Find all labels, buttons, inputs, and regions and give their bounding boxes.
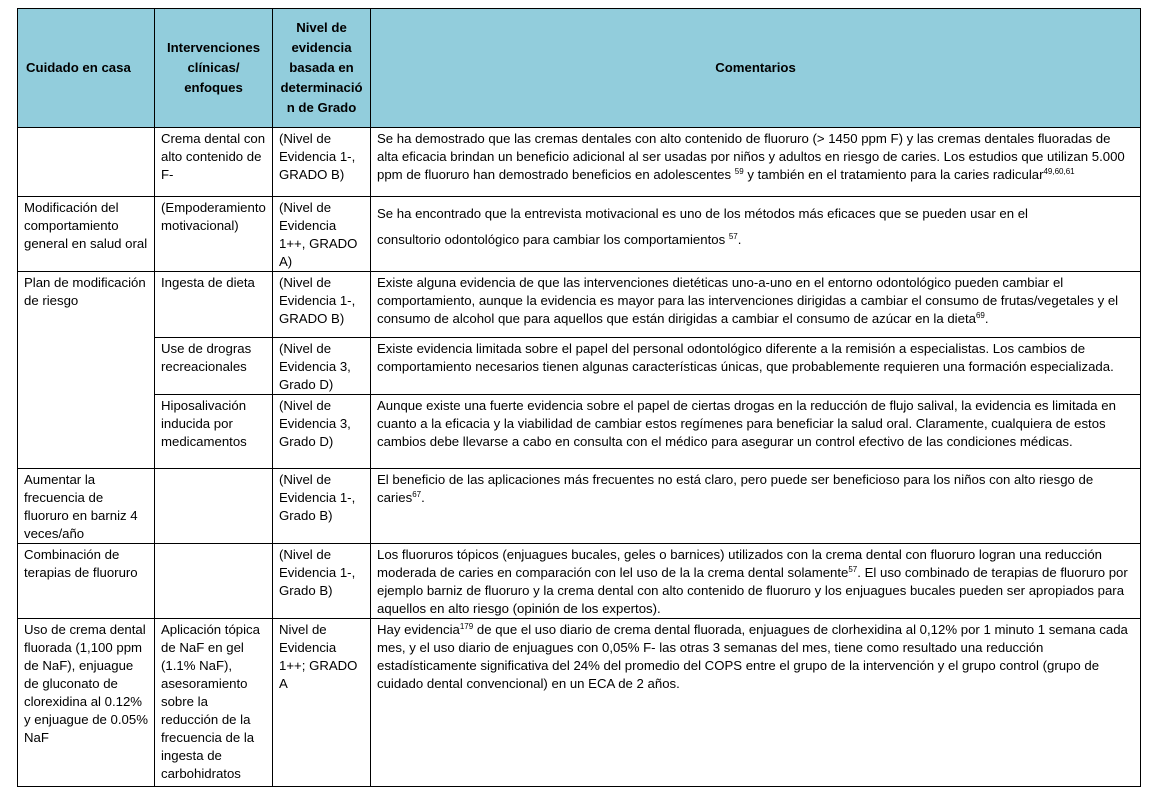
header-row: [18, 9, 1141, 128]
cell-care: Combinación de terapias de fluoruro: [18, 544, 155, 619]
comment-text: .: [421, 490, 425, 505]
cell-level: (Nivel de Evidencia 1-, Grado B): [273, 544, 371, 619]
cell-care: Plan de modificación de riesgo: [18, 272, 155, 338]
cell-intervention: Use de drogras recreacionales: [155, 338, 273, 395]
cell-care: [18, 395, 155, 469]
comment-text: de que el uso diario de crema dental fluorada, enjuagues de clorhexidina al 0,12% por 1 minuto 1 semana cada mes, y el uso diario de enjuagues con 0,05% F- las otras 3 semanas del mes, tiene como resultado una reducción estadísticamente significativa del 24% del promedio del COPS entre el grupo de la intervención y el grupo control (grupo de cuidado dental convencional) en un ECA de 2 años.: [377, 622, 1128, 691]
comment-text: .: [737, 232, 742, 247]
table-row: [18, 272, 1141, 338]
citation: 57: [848, 565, 858, 574]
cell-level: (Nivel de Evidencia 3, Grado D): [273, 338, 371, 395]
citation: 49,60,61: [1043, 167, 1075, 176]
cell-level: (Nivel de Evidencia 1-, Grado B): [273, 469, 371, 544]
cell-comment: [371, 128, 1141, 197]
cell-comment: [371, 469, 1141, 544]
cell-comment: [371, 619, 1141, 787]
cell-care: [18, 338, 155, 395]
comment-text: . El uso combinado de terapias de fluoruro por ejemplo barniz de fluoruro y la crema dental con alto contenido de fluoruro y los enjuagues bucales pueden ser apropiados para aquellos en alto riesgo (opinión de los expertos).: [377, 565, 1128, 616]
cell-intervention: Crema dental con alto contenido de F-: [155, 128, 273, 197]
cell-care: [18, 128, 155, 197]
comment-text: y también en el tratamiento para la caries radicular: [743, 167, 1044, 182]
cell-comment: [371, 544, 1141, 619]
evidence-table: [17, 8, 1141, 787]
cell-intervention: (Empoderamiento motivacional): [155, 197, 273, 272]
header-comments: Comentarios: [371, 9, 1141, 128]
comment-text: Se ha demostrado que las cremas dentales con alto contenido de fluoruro (> 1450 ppm F) y las cremas dentales fluoradas de alta eficacia brindan un beneficio adicional al ser usadas por niños y adultos en riesgo de caries. Los estudios que utilizan 5.000 ppm de fluoruro han demostrado beneficios en adolescentes: [377, 131, 1125, 182]
comment-text: Hay evidencia: [377, 622, 460, 637]
cell-level: Nivel de Evidencia 1++; GRADO A: [273, 619, 371, 787]
cell-intervention: Aplicación tópica de NaF en gel (1.1% NaF), asesoramiento sobre la reducción de la frecuencia de la ingesta de carbohidratos: [155, 619, 273, 787]
cell-intervention: [155, 469, 273, 544]
citation: 67: [412, 490, 422, 499]
table-row: [18, 338, 1141, 395]
table-row: [18, 619, 1141, 787]
cell-comment: [371, 272, 1141, 338]
table-row: [18, 544, 1141, 619]
header-evidence-level: Nivel de evidencia basada en determinación de Grado: [273, 9, 371, 128]
header-interventions: Intervenciones clínicas/ enfoques: [155, 9, 273, 128]
cell-level: (Nivel de Evidencia 1++, GRADO A): [273, 197, 371, 272]
cell-intervention: Ingesta de dieta: [155, 272, 273, 338]
citation: 59: [734, 167, 744, 176]
cell-care: Uso de crema dental fluorada (1,100 ppm de NaF), enjuague de gluconato de clorexidina al 0.12% y enjuague de 0.05% NaF: [18, 619, 155, 787]
table-row: [18, 128, 1141, 197]
citation: 69: [975, 311, 985, 320]
table-row: [18, 395, 1141, 469]
cell-care: Modificación del comportamiento general en salud oral: [18, 197, 155, 272]
table-row: [18, 197, 1141, 272]
citation: 179: [459, 622, 474, 631]
cell-intervention: [155, 544, 273, 619]
comment-text: consultorio odontológico para cambiar los comportamientos: [377, 232, 729, 247]
comment-text: Existe alguna evidencia de que las intervenciones dietéticas uno-a-uno en el entorno odontológico pueden cambiar el comportamiento, aunque la evidencia es mayor para las intervenciones dirigidas a cambiar el consumo de frutas/vegetales y el consumo de alcohol que para aquellos que están dirigidas a cambiar el consumo de azúcar en la dieta: [377, 275, 1119, 326]
header-home-care: Cuidado en casa: [18, 9, 155, 128]
comment-text: Se ha encontrado que la entrevista motivacional es uno de los métodos más eficaces que se pueden usar en el: [377, 206, 1028, 221]
cell-level: (Nivel de Evidencia 3, Grado D): [273, 395, 371, 469]
table-row: [18, 469, 1141, 544]
citation: 57: [728, 232, 738, 241]
cell-comment: Existe evidencia limitada sobre el papel del personal odontológico diferente a la remisión a especialistas. Los cambios de comportamiento necesarios tienen algunas características únicas, que probablemente requieren una formación especializada.: [371, 338, 1141, 395]
cell-comment: [371, 197, 1141, 272]
cell-care: Aumentar la frecuencia de fluoruro en barniz 4 veces/año: [18, 469, 155, 544]
comment-text: Los fluoruros tópicos (enjuagues bucales, geles o barnices) utilizados con la crema dental con fluoruro logran una reducción moderada de caries en comparación con lel uso de la la crema dental solamente: [377, 547, 1103, 580]
cell-comment: Aunque existe una fuerte evidencia sobre el papel de ciertas drogas en la reducción de flujo salival, la evidencia es limitada en cuanto a la eficacia y la viabilidad de cambiar estos regímenes para beneficiar la salud oral. Claramente, cualquiera de estos cambios debe llevarse a cabo en consulta con el médico para asegurar un control efectivo de las condiciones médicas.: [371, 395, 1141, 469]
cell-intervention: Hiposalivación inducida por medicamentos: [155, 395, 273, 469]
cell-level: (Nivel de Evidencia 1-, GRADO B): [273, 128, 371, 197]
cell-level: (Nivel de Evidencia 1-, GRADO B): [273, 272, 371, 338]
comment-text: .: [984, 311, 989, 326]
comment-text: El beneficio de las aplicaciones más frecuentes no está claro, pero puede ser beneficioso para los niños con alto riesgo de caries: [377, 472, 1094, 505]
